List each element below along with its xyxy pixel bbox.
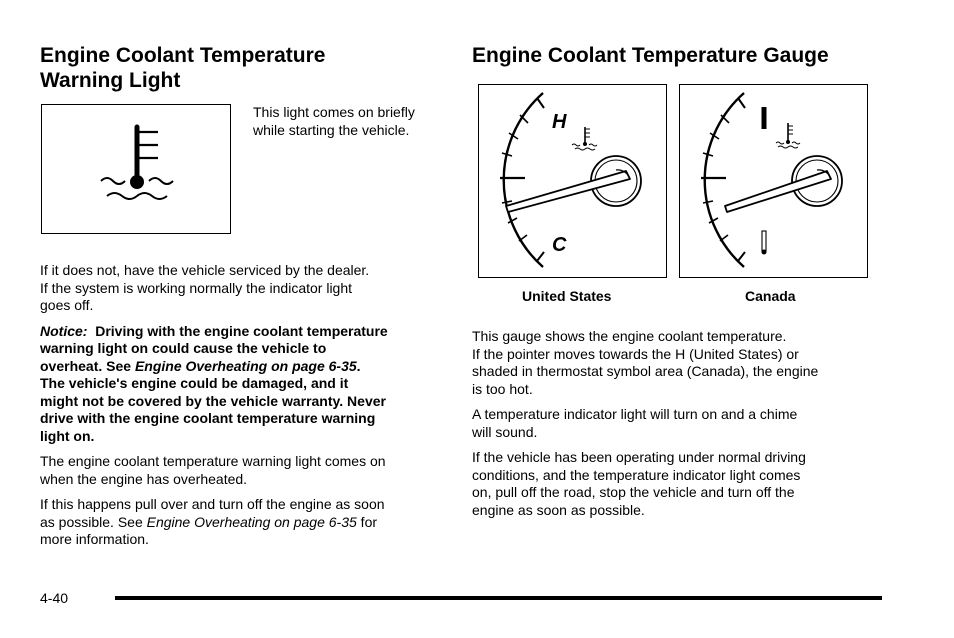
- paragraph-4-line2a: as possible. See: [40, 513, 147, 530]
- notice-line2: warning light on could cause the vehicle to: [40, 340, 327, 356]
- paragraph-4-line1: If this happens pull over and turn off the engine as soon: [40, 496, 385, 512]
- paragraph-4-line2b: for: [356, 513, 378, 530]
- notice-line3a: overheat. See: [40, 357, 135, 374]
- gauge-paragraph-2-line2: will sound.: [472, 423, 538, 440]
- paragraph-3: [40, 453, 445, 488]
- coolant-temperature-gauge-canada: [680, 85, 867, 277]
- caption-united-states: United States: [522, 288, 612, 304]
- paragraph-3-line1: The engine coolant temperature warning light comes on: [40, 453, 386, 469]
- gauge-paragraph-1-line1: This gauge shows the engine coolant temperature.: [472, 328, 787, 344]
- side-text-line1: This light comes on briefly: [253, 104, 415, 120]
- paragraph-3-line2: when the engine has overheated.: [40, 470, 248, 487]
- warning-light-heading-line1: Engine Coolant Temperature: [40, 44, 326, 67]
- paragraph-4-reference[interactable]: Engine Overheating on page 6-35: [146, 513, 357, 530]
- thermometer-icon: [572, 127, 597, 150]
- paragraph-2-line1: If the system is working normally the indicator light: [40, 279, 353, 296]
- paragraph-4-line3: more information.: [40, 531, 149, 547]
- paragraph-2-line2: goes off.: [40, 297, 94, 313]
- side-text-line2: while starting the vehicle.: [253, 121, 410, 138]
- gauge-paragraph-1-line4: is too hot.: [472, 380, 533, 397]
- notice-line6: drive with the engine coolant temperature warning: [40, 410, 376, 426]
- coolant-temperature-gauge-us: [479, 85, 666, 277]
- gauge-paragraph-3-line1: If the vehicle has been operating under normal driving: [472, 449, 806, 465]
- notice-line7: light on.: [40, 427, 95, 444]
- warning-light-side-text: [253, 104, 415, 139]
- notice-block: [40, 323, 445, 446]
- us-gauge-figure: [478, 84, 667, 278]
- gauge-paragraph-3-line3: on, pull off the road, stop the vehicle and turn off the: [472, 484, 795, 500]
- cold-label: C: [552, 234, 567, 256]
- gauge-paragraph-1: [472, 328, 882, 398]
- gauge-heading: Engine Coolant Temperature Gauge: [472, 44, 829, 67]
- notice-label: Notice:: [40, 322, 88, 339]
- hot-label: H: [552, 111, 567, 133]
- coolant-temperature-icon: [42, 105, 232, 235]
- gauge-paragraph-2: [472, 406, 882, 441]
- gauge-body: [472, 328, 882, 519]
- notice-line5: might not be covered by the vehicle warranty. Never: [40, 392, 386, 409]
- footer-rule: [115, 596, 882, 600]
- gauge-paragraph-1-line2: If the pointer moves towards the H (United States) or: [472, 345, 799, 362]
- warning-light-body: [40, 262, 445, 549]
- warning-light-figure: [41, 104, 231, 234]
- caption-canada: Canada: [745, 288, 796, 304]
- warning-light-heading: [40, 43, 325, 93]
- cold-thermometer-icon: [762, 231, 767, 255]
- notice-reference[interactable]: Engine Overheating on page 6-35: [134, 357, 357, 374]
- paragraph-4: [40, 496, 445, 549]
- gauge-paragraph-1-line3: shaded in thermostat symbol area (Canada), the engine: [472, 363, 819, 379]
- paragraph-1: If it does not, have the vehicle serviced by the dealer.: [40, 262, 370, 278]
- page-number: 4-40: [40, 590, 69, 606]
- warning-light-heading-line2: Warning Light: [40, 69, 181, 92]
- gauge-paragraph-3-line4: engine as soon as possible.: [472, 501, 645, 518]
- notice-line1: Driving with the engine coolant temperature: [95, 322, 388, 339]
- gauge-paragraph-3-line2: conditions, and the temperature indicator light comes: [472, 466, 801, 483]
- notice-line3b: .: [356, 357, 361, 374]
- notice-line4: The vehicle's engine could be damaged, and it: [40, 375, 349, 391]
- canada-gauge-figure: [679, 84, 868, 278]
- gauge-paragraph-2-line1: A temperature indicator light will turn on and a chime: [472, 406, 798, 422]
- gauge-paragraph-3: [472, 449, 882, 519]
- thermometer-icon: [776, 123, 800, 148]
